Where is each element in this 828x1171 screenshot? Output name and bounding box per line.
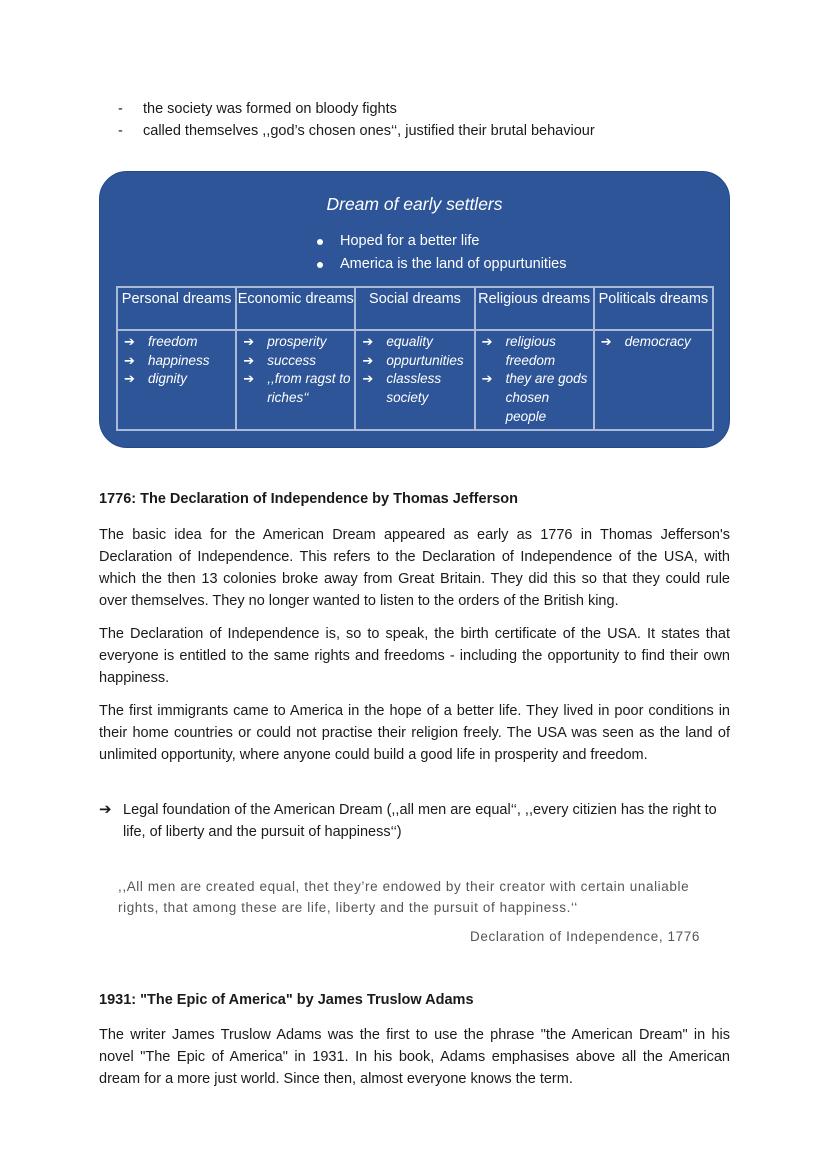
list-item: ➔ ,,from ragst to riches‘‘ [243, 370, 352, 407]
header-religious: Religious dreams [475, 287, 594, 330]
table-header-row [117, 287, 713, 330]
cell-personal [117, 330, 236, 430]
paragraph: The writer James Truslow Adams was the first to use the phrase "the American Dream" in his novel "The Epic of America" in 1931. In his book, Adams emphasises above all the American dream for a more just world. Since then, almost everyone knows the term. [99, 1027, 730, 1087]
dreams-table [116, 286, 714, 431]
list-item: ➔ freedom [124, 333, 233, 352]
list-item: ➔ equality [362, 333, 471, 352]
bullet-item: America is the land of oppurtunities [317, 253, 567, 276]
dream-box-bullets [317, 230, 567, 276]
top-dash-list [114, 98, 754, 142]
cell-religious [475, 330, 594, 430]
arrow-point-text: Legal foundation of the American Dream (,,all men are equal‘‘, ,,every citizien has the right to life, of liberty and the pursuit of happiness‘‘) [123, 802, 717, 840]
section-heading-1776: 1776: The Declaration of Independence by Thomas Jefferson [99, 491, 518, 507]
arrow-point [99, 799, 730, 843]
header-social: Social dreams [355, 287, 474, 330]
list-item: ➔ they are gods chosen people [482, 370, 591, 426]
table-row [117, 330, 713, 430]
list-item: ➔ classless society [362, 370, 471, 407]
cell-economic [236, 330, 355, 430]
list-item: ➔ democracy [601, 333, 710, 352]
dream-box-title: Dream of early settlers [326, 194, 503, 214]
list-item: ➔ oppurtunities [362, 352, 471, 371]
list-item: - the society was formed on bloody fights [114, 98, 754, 120]
list-item: ➔ success [243, 352, 352, 371]
quote-source: Declaration of Independence, 1776 [470, 929, 700, 944]
bullet-item: Hoped for a better life [317, 230, 567, 253]
cell-political [594, 330, 713, 430]
list-item: ➔ dignity [124, 370, 233, 389]
header-personal: Personal dreams [117, 287, 236, 330]
dream-box [99, 171, 730, 448]
list-item: - called themselves ,,god’s chosen ones‘‘, justified their brutal behaviour [114, 120, 754, 142]
quote: ,,All men are created equal, thet they’re endowed by their creator with certain unaliable rights, that among these are life, liberty and the pursuit of happiness.‘‘ [118, 879, 690, 915]
list-item: ➔ prosperity [243, 333, 352, 352]
paragraph: The basic idea for the American Dream appeared as early as 1776 in Thomas Jefferson's Declaration of Independence. This refers to the Declaration of Independence of the USA, with which the then 13 colonies broke away from Great Britain. They did this so that they could rule over themselves. They no longer wanted to listen to the orders of the British king. [99, 527, 730, 609]
header-economic: Economic dreams [236, 287, 355, 330]
section-heading-1931: 1931: "The Epic of America" by James Truslow Adams [99, 992, 474, 1008]
paragraph: The Declaration of Independence is, so to speak, the birth certificate of the USA. It states that everyone is entitled to the same rights and freedoms - including the opportunity to find their own happiness. [99, 626, 730, 686]
list-item: ➔ religious freedom [482, 333, 591, 370]
paragraph: The first immigrants came to America in the hope of a better life. They lived in poor conditions in their home countries or could not practise their religion freely. The USA was seen as the land of unlimited opportunity, where anyone could build a good life in prosperity and freedom. [99, 703, 730, 763]
list-item: ➔ happiness [124, 352, 233, 371]
cell-social [355, 330, 474, 430]
header-political: Politicals dreams [594, 287, 713, 330]
arrow-icon: ➔ [99, 801, 112, 818]
